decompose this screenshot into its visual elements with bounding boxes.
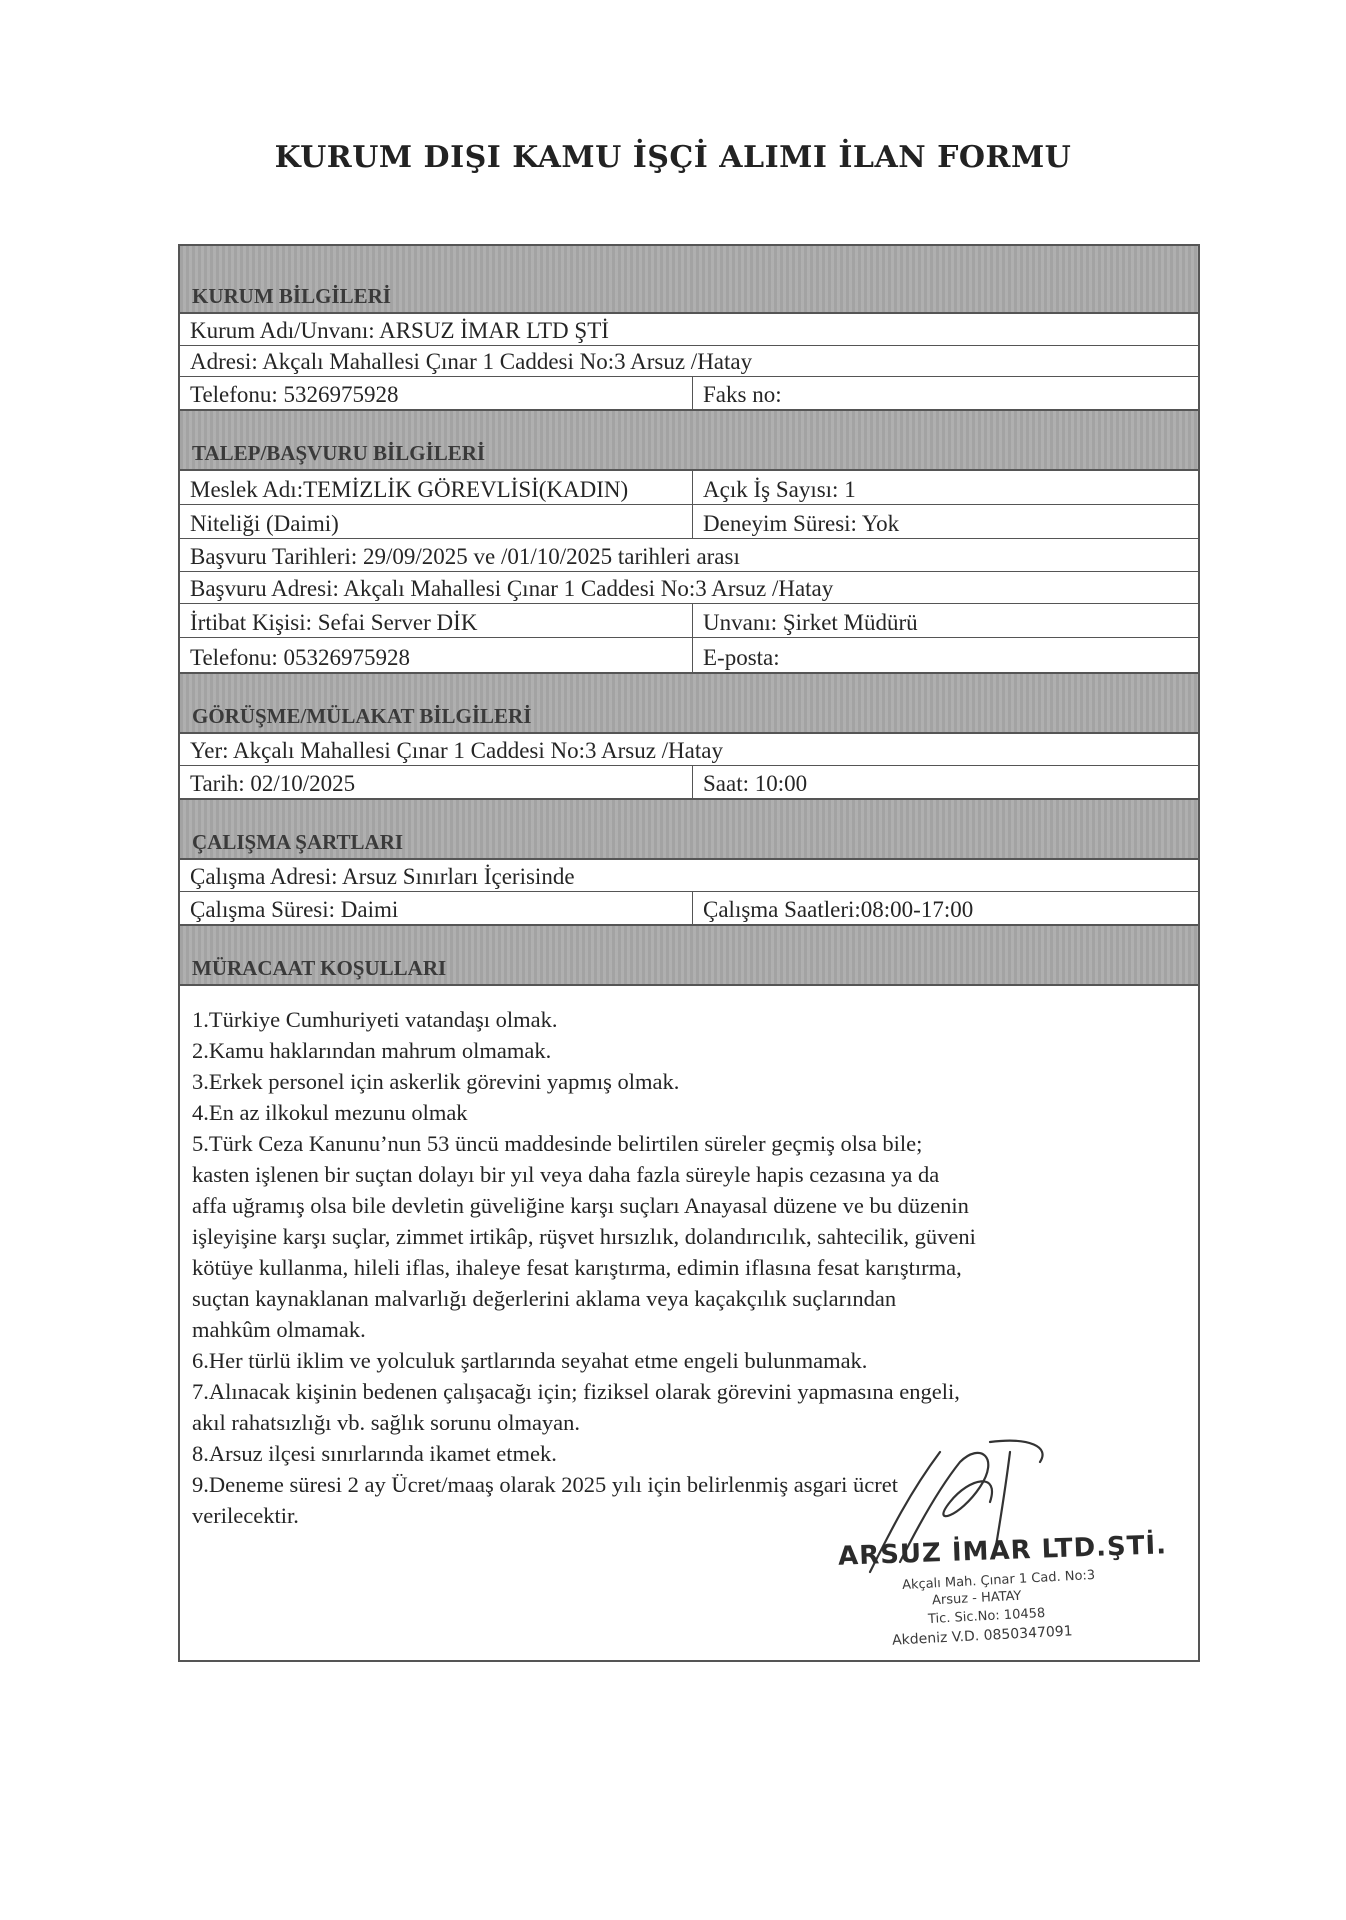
condition-line: 5.Türk Ceza Kanunu’nun 53 üncü maddesinde belirtilen süreler geçmiş olsa bile; <box>192 1131 923 1156</box>
row-meslek <box>180 471 1198 505</box>
row-basvuru-tarihleri <box>180 539 1198 572</box>
condition-line: 2.Kamu haklarından mahrum olmamak. <box>192 1038 552 1063</box>
condition-line: 6.Her türlü iklim ve yolculuk şartlarında seyahat etme engeli bulunmamak. <box>192 1348 868 1373</box>
stamp-city: Arsuz - HATAY <box>931 1588 1022 1609</box>
condition-line: 8.Arsuz ilçesi sınırlarında ikamet etmek. <box>192 1441 557 1466</box>
row-kurum-adres <box>180 346 1198 377</box>
row-niteligi <box>180 505 1198 539</box>
gorusme-saat: Saat: 10:00 <box>692 766 1198 798</box>
condition-line: 3.Erkek personel için askerlik görevini yapmış olmak. <box>192 1069 680 1094</box>
section-header-gorusme: GÖRÜŞME/MÜLAKAT BİLGİLERİ <box>180 672 1198 734</box>
section-header-calisma: ÇALIŞMA ŞARTLARI <box>180 798 1198 860</box>
meslek-adi: Meslek Adı:TEMİZLİK GÖREVLİSİ(KADIN) <box>190 477 629 502</box>
irtibat-kisisi: İrtibat Kişisi: Sefai Server DİK <box>190 610 478 635</box>
niteligi: Niteliği (Daimi) <box>190 511 339 536</box>
talep-telefon: Telefonu: 05326975928 <box>190 645 411 670</box>
row-calisma-suresi <box>180 892 1198 924</box>
row-gorusme-yer <box>180 734 1198 766</box>
condition-line: kasten işlenen bir suçtan dolayı bir yıl veya daha fazla süreyle hapis cezasına ya da <box>192 1162 940 1187</box>
calisma-adresi: Çalışma Adresi: Arsuz Sınırları İçerisinde <box>190 864 575 889</box>
condition-line: verilecektir. <box>192 1503 299 1528</box>
basvuru-adresi: Başvuru Adresi: Akçalı Mahallesi Çınar 1 Caddesi No:3 Arsuz /Hatay <box>190 576 834 601</box>
condition-line: suçtan kaynaklanan malvarlığı değerlerini aklama veya kaçakçılık suçlarından <box>192 1286 897 1311</box>
section-header-muracaat: MÜRACAAT KOŞULLARI <box>180 924 1198 986</box>
condition-line: 4.En az ilkokul mezunu olmak <box>192 1100 468 1125</box>
condition-line: mahkûm olmamak. <box>192 1317 366 1342</box>
row-basvuru-adresi <box>180 572 1198 604</box>
row-gorusme-tarih <box>180 766 1198 798</box>
stamp-tax-office: Akdeniz V.D. 0850347091 <box>891 1623 1074 1649</box>
page-title: KURUM DIŞI KAMU İŞÇİ ALIMI İLAN FORMU <box>274 140 1072 175</box>
talep-eposta: E-posta: <box>692 638 1198 672</box>
calisma-suresi: Çalışma Süresi: Daimi <box>190 897 399 922</box>
stamp-trade-registry: Tic. Sic.No: 10458 <box>927 1605 1046 1628</box>
gorusme-yer: Yer: Akçalı Mahallesi Çınar 1 Caddesi No:3 Arsuz /Hatay <box>190 738 723 763</box>
kurum-adi: Kurum Adı/Unvanı: ARSUZ İMAR LTD ŞTİ <box>190 318 609 343</box>
kurum-faks: Faks no: <box>692 377 1198 409</box>
row-talep-telefon <box>180 638 1198 672</box>
row-kurum-adi <box>180 314 1198 346</box>
deneyim-suresi: Deneyim Süresi: Yok <box>692 505 1198 538</box>
gorusme-tarih: Tarih: 02/10/2025 <box>190 771 356 796</box>
condition-line: 7.Alınacak kişinin bedenen çalışacağı için; fiziksel olarak görevini yapmasına engeli, <box>192 1379 960 1404</box>
row-calisma-adresi <box>180 860 1198 892</box>
section-header-talep: TALEP/BAŞVURU BİLGİLERİ <box>180 409 1198 471</box>
stamp-company: ARSUZ İMAR LTD.ŞTİ. <box>837 1530 1168 1572</box>
calisma-saatleri: Çalışma Saatleri:08:00-17:00 <box>692 892 1198 924</box>
kurum-adres: Adresi: Akçalı Mahallesi Çınar 1 Caddesi No:3 Arsuz /Hatay <box>190 349 753 374</box>
row-irtibat <box>180 604 1198 638</box>
kurum-telefon: Telefonu: 5326975928 <box>190 382 399 407</box>
stamp-address: Akçalı Mah. Çınar 1 Cad. No:3 <box>901 1567 1096 1594</box>
irtibat-unvani: Unvanı: Şirket Müdürü <box>692 604 1198 637</box>
acik-is-sayisi: Açık İş Sayısı: 1 <box>692 471 1198 504</box>
condition-line: affa uğramış olsa bile devletin güveliğine karşı suçları Anayasal düzene ve bu düzenin <box>192 1193 969 1218</box>
condition-line: işleyişine karşı suçlar, zimmet irtikâp, rüşvet hırsızlık, dolandırıcılık, sahtecilik, güveni <box>192 1224 976 1249</box>
section-header-kurum: KURUM BİLGİLERİ <box>180 246 1198 314</box>
condition-line: akıl rahatsızlığı vb. sağlık sorunu olmayan. <box>192 1410 581 1435</box>
basvuru-tarihleri: Başvuru Tarihleri: 29/09/2025 ve /01/10/2025 tarihleri arası <box>190 544 740 569</box>
condition-line: 9.Deneme süresi 2 ay Ücret/maaş olarak 2025 yılı için belirlenmiş asgari ücret <box>192 1472 899 1497</box>
row-kurum-telefon <box>180 377 1198 409</box>
condition-line: 1.Türkiye Cumhuriyeti vatandaşı olmak. <box>192 1007 558 1032</box>
condition-line: kötüye kullanma, hileli iflas, ihaleye fesat karıştırma, edimin iflasına fesat karıştırma, <box>192 1255 962 1280</box>
